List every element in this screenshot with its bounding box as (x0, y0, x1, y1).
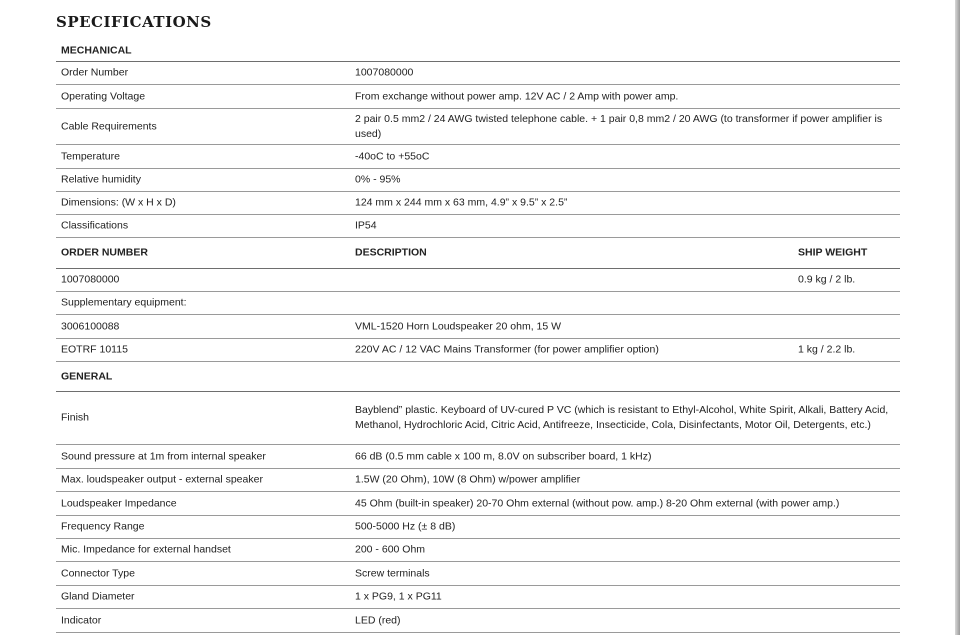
row-value: 0% - 95% (355, 173, 401, 186)
row-label: Mic. Impedance for external handset (61, 543, 231, 556)
row-label: Connector Type (61, 567, 135, 579)
row-value: Bayblend” plastic. Keyboard of UV-cured P VC (which is resistant to Ethyl-Alcohol, White Spirit, Alkali, Battery Acid, Methanol, Hydrochloric Acid, Citric Acid, Antifreeze, Insecticide, Cola, Disinfectants, Motor Oil, Detergents, etc.) (355, 404, 889, 431)
row-label: Relative humidity (61, 173, 141, 186)
row-label: Order Number (61, 66, 129, 79)
row-label: Temperature (61, 150, 120, 162)
row-label: Dimensions: (W x H x D) (61, 196, 176, 209)
order-number: 3006100088 (61, 320, 120, 332)
table-row (56, 85, 900, 109)
table-row (56, 516, 900, 539)
ship-weight-header: SHIP WEIGHT (798, 246, 868, 259)
row-value: Screw terminals (355, 567, 430, 579)
table-row (56, 315, 900, 339)
order-number-header: ORDER NUMBER (61, 246, 148, 259)
table-row (56, 469, 900, 492)
ship-weight: 1 kg / 2.2 lb. (798, 343, 856, 356)
row-label: Operating Voltage (61, 90, 146, 102)
row-value: LED (red) (355, 614, 401, 626)
row-value: 66 dB (0.5 mm cable x 100 m, 8.0V on subscriber board, 1 kHz) (355, 450, 652, 462)
table-row (56, 445, 900, 469)
row-value: 45 Ohm (built-in speaker) 20-70 Ohm external (without pow. amp.) 8-20 Ohm external (with power amp.) (355, 497, 840, 509)
row-label: Frequency Range (61, 520, 145, 533)
row-value: -40oC to +55oC (355, 150, 430, 162)
description-header: DESCRIPTION (355, 246, 427, 259)
table-row (56, 492, 900, 516)
row-label: Indicator (61, 614, 102, 626)
order-description: VML-1520 Horn Loudspeaker 20 ohm, 15 W (355, 320, 562, 332)
table-row (56, 586, 900, 609)
table-row (56, 215, 900, 238)
table-row (56, 269, 900, 292)
section-header-general (56, 362, 900, 392)
table-row (56, 539, 900, 562)
table-row (56, 292, 900, 315)
table-row (56, 339, 900, 362)
table-row (56, 169, 900, 192)
order-description: 220V AC / 12 VAC Mains Transformer (for power amplifier option) (355, 343, 659, 356)
table-row (56, 392, 900, 445)
order-number: EOTRF 10115 (61, 343, 128, 356)
page-title: SPECIFICATIONS (56, 13, 212, 31)
section-header-mechanical (56, 40, 900, 62)
row-label: Gland Diameter (61, 590, 135, 603)
table-row (56, 562, 900, 586)
row-label: Loudspeaker Impedance (61, 497, 177, 509)
row-value: 1.5W (20 Ohm), 10W (8 Ohm) w/power amplifier (355, 473, 581, 486)
row-value: 500-5000 Hz (± 8 dB) (355, 520, 456, 533)
spec-table (56, 40, 900, 633)
order-number: Supplementary equipment: (61, 296, 187, 309)
row-label: Classifications (61, 219, 129, 232)
page-edge-shadow (955, 0, 960, 635)
table-row (56, 145, 900, 169)
row-value: 200 - 600 Ohm (355, 543, 426, 556)
row-value: 1 x PG9, 1 x PG11 (355, 590, 442, 603)
table-row (56, 609, 900, 633)
table-row (56, 192, 900, 215)
row-label: Cable Requirements (61, 120, 157, 132)
row-value: 2 pair 0.5 mm2 / 24 AWG twisted telephone cable. + 1 pair 0,8 mm2 / 20 AWG (to transformer if power amplifier is used) (355, 112, 883, 140)
row-label: Sound pressure at 1m from internal speaker (61, 450, 266, 462)
row-label: Finish (61, 411, 90, 424)
section-heading: GENERAL (61, 370, 113, 382)
order-number: 1007080000 (61, 273, 120, 286)
order-header-row (56, 238, 900, 269)
row-value: IP54 (355, 219, 377, 232)
table-row (56, 62, 900, 85)
row-value: From exchange without power amp. 12V AC / 2 Amp with power amp. (355, 90, 679, 102)
table-row (56, 109, 900, 145)
row-value: 124 mm x 244 mm x 63 mm, 4.9” x 9.5” x 2.5” (355, 196, 568, 209)
ship-weight: 0.9 kg / 2 lb. (798, 273, 856, 286)
row-label: Max. loudspeaker output - external speaker (61, 473, 263, 486)
row-value: 1007080000 (355, 66, 414, 79)
section-heading: MECHANICAL (61, 44, 132, 56)
